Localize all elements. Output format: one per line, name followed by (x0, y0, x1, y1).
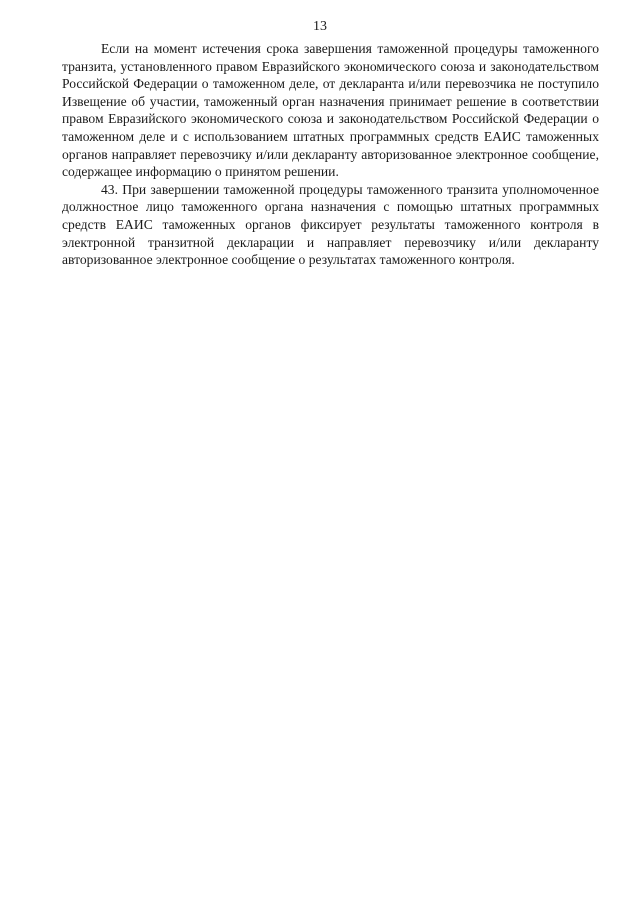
paragraph-expired-transit-deadline: Если на момент истечения срока завершения таможенной процедуры таможенного транзита, установленного правом Евразийского экономического союза и законодательством Российской Федерации о таможенном деле, от декларанта и/или перевозчика не поступило Извещение об участии, таможенный орган назначения принимает решение в соответствии правом Евразийского экономического союза и законодательством Российской Федерации о таможенном деле и с использованием штатных программных средств ЕАИС таможенных органов направляет перевозчику и/или декларанту авторизованное электронное сообщение, содержащее информацию о принятом решении. (62, 41, 599, 180)
paragraph-43-transit-completion: 43. При завершении таможенной процедуры таможенного транзита уполномоченное должностное лицо таможенного органа назначения с помощью штатных программных средств ЕАИС таможенных органов фиксирует результаты таможенного контроля в электронной транзитной декларации и направляет перевозчику и/или декларанту авторизованное электронное сообщение о результатах таможенного контроля. (62, 181, 599, 268)
page-number: 13 (313, 19, 327, 34)
document-body (62, 40, 599, 269)
